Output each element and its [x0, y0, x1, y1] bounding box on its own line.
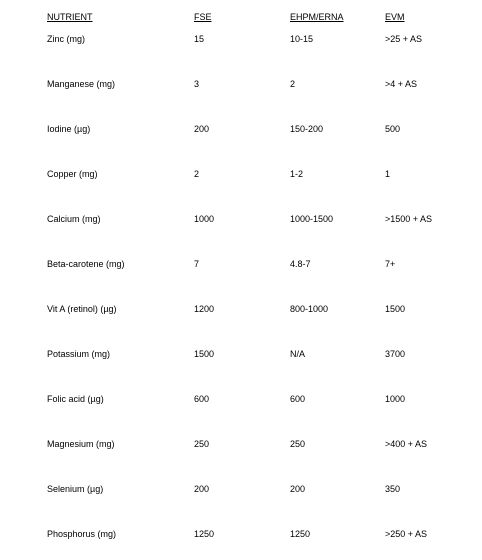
row-ehpm-erna: 150-200 [290, 124, 324, 134]
row-nutrient: Manganese (mg) [47, 79, 116, 89]
row-evm: 350 [385, 484, 401, 494]
row-ehpm-erna: 2 [290, 79, 296, 89]
header-nutrient: NUTRIENT [47, 12, 93, 22]
row-fse: 1250 [194, 529, 215, 539]
row-evm: >1500 + AS [385, 214, 433, 224]
header-fse: FSE [194, 12, 212, 22]
row-evm: 1000 [385, 394, 406, 404]
row-evm: 1500 [385, 304, 406, 314]
row-evm: >250 + AS [385, 529, 428, 539]
row-ehpm-erna: 4.8-7 [290, 259, 311, 269]
row-fse: 600 [194, 394, 210, 404]
row-ehpm-erna: 200 [290, 484, 306, 494]
header-evm: EVM [385, 12, 405, 22]
row-ehpm-erna: 800-1000 [290, 304, 329, 314]
row-fse: 2 [194, 169, 200, 179]
row-evm: >4 + AS [385, 79, 418, 89]
row-fse: 3 [194, 79, 200, 89]
header-ehpm-erna: EHPM/ERNA [290, 12, 344, 22]
row-ehpm-erna: 10-15 [290, 34, 314, 44]
row-ehpm-erna: 1250 [290, 529, 311, 539]
row-fse: 7 [194, 259, 200, 269]
row-fse: 1000 [194, 214, 215, 224]
row-fse: 1200 [194, 304, 215, 314]
row-evm: 500 [385, 124, 401, 134]
row-nutrient: Potassium (mg) [47, 349, 111, 359]
row-evm: 1 [385, 169, 391, 179]
row-nutrient: Iodine (µg) [47, 124, 91, 134]
row-evm: >25 + AS [385, 34, 423, 44]
row-nutrient: Copper (mg) [47, 169, 98, 179]
row-ehpm-erna: 250 [290, 439, 306, 449]
row-fse: 200 [194, 124, 210, 134]
row-fse: 1500 [194, 349, 215, 359]
row-fse: 250 [194, 439, 210, 449]
row-nutrient: Folic acid (µg) [47, 394, 104, 404]
row-nutrient: Zinc (mg) [47, 34, 85, 44]
row-fse: 200 [194, 484, 210, 494]
row-nutrient: Magnesium (mg) [47, 439, 115, 449]
row-nutrient: Phosphorus (mg) [47, 529, 117, 539]
row-nutrient: Beta-carotene (mg) [47, 259, 125, 269]
row-nutrient: Vit A (retinol) (µg) [47, 304, 117, 314]
row-ehpm-erna: 600 [290, 394, 306, 404]
row-ehpm-erna: N/A [290, 349, 306, 359]
row-evm: 3700 [385, 349, 406, 359]
row-evm: 7+ [385, 259, 396, 269]
row-fse: 15 [194, 34, 205, 44]
row-nutrient: Selenium (µg) [47, 484, 104, 494]
row-evm: >400 + AS [385, 439, 428, 449]
row-ehpm-erna: 1-2 [290, 169, 304, 179]
row-ehpm-erna: 1000-1500 [290, 214, 334, 224]
row-nutrient: Calcium (mg) [47, 214, 101, 224]
